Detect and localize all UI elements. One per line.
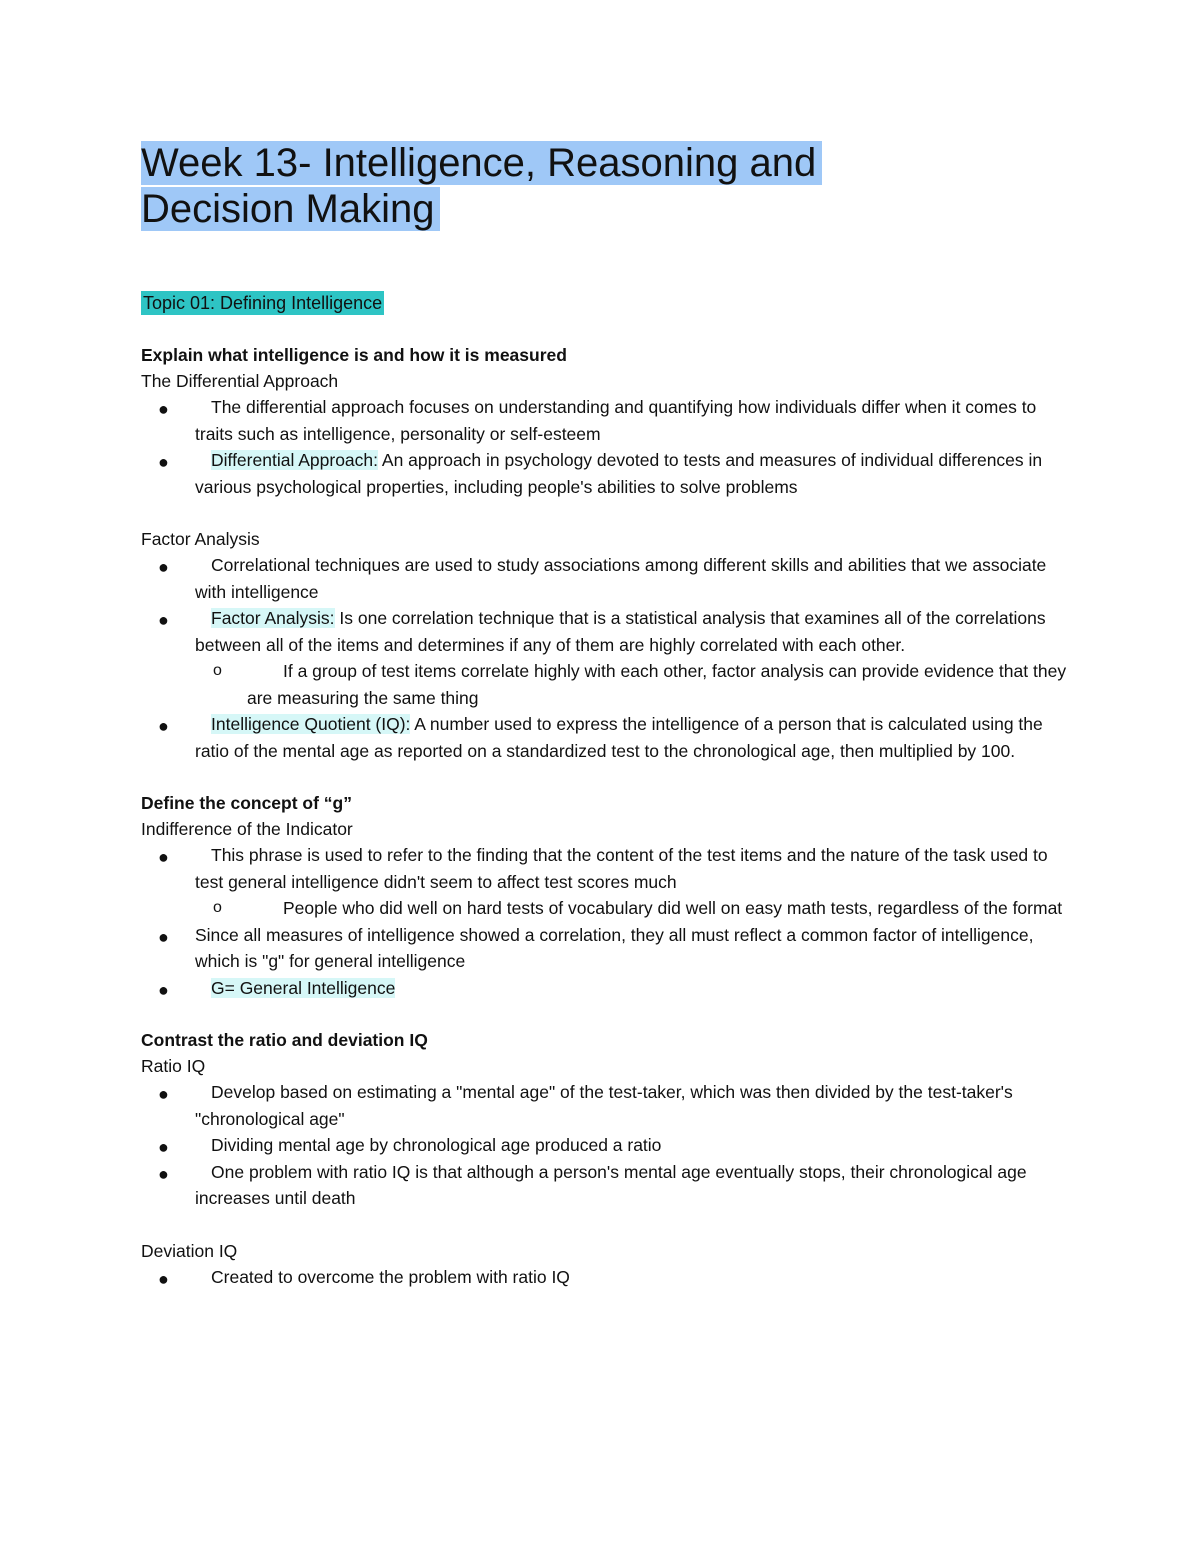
- sub-bullet-list: [195, 658, 1071, 711]
- term-highlight: G= General Intelligence: [211, 977, 396, 998]
- list-item: ● One problem with ratio IQ is that although a person's mental age eventually stops, their chronological age increases until death: [158, 1161, 1027, 1208]
- section-heading-ratio-deviation: Contrast the ratio and deviation IQ: [141, 1030, 428, 1050]
- list-item: ● Correlational techniques are used to study associations among different skills and abilities that we associate with intelligence: [158, 555, 1047, 602]
- bullet-icon: ●: [158, 979, 169, 1000]
- circle-bullet-icon: o: [213, 662, 222, 679]
- bullet-icon: ●: [158, 716, 169, 736]
- title-line-1: Week 13- Intelligence, Reasoning and: [141, 141, 822, 185]
- bullet-icon: ●: [158, 1084, 169, 1104]
- list-item: ● Intelligence Quotient (IQ): A number used to express the intelligence of a person that is calculated using the ratio of the mental age as reported on a standardized test to the chronological age, then multiplied by 100.: [158, 714, 1043, 761]
- term-highlight: Intelligence Quotient (IQ):: [211, 714, 411, 734]
- list-item: ● Develop based on estimating a "mental age" of the test-taker, which was then divided by the test-taker's "chronological age": [158, 1082, 1013, 1129]
- list-item: [141, 975, 1071, 1002]
- bullet-list: [141, 394, 1071, 500]
- bullet-list: [141, 1264, 1071, 1291]
- bullet-list: [141, 842, 1071, 1001]
- topic-heading: Topic 01: Defining Intelligence: [143, 293, 383, 313]
- title-line-2: Decision Making: [141, 187, 440, 231]
- bullet-icon: ●: [158, 1137, 169, 1157]
- bullet-icon: ●: [158, 926, 169, 947]
- bullet-icon: ●: [158, 452, 169, 472]
- document-content: [141, 140, 1071, 1290]
- section-heading-intelligence: Explain what intelligence is and how it is measured: [141, 345, 567, 365]
- term-highlight: Factor Analysis:: [211, 608, 335, 628]
- subheading-deviation-iq: Deviation IQ: [141, 1240, 238, 1261]
- list-item: ● Dividing mental age by chronological age produced a ratio: [141, 1132, 1071, 1159]
- section-heading-g: Define the concept of “g”: [141, 793, 352, 813]
- list-item: o If a group of test items correlate highly with each other, factor analysis can provide evidence that they are measuring the same thing: [195, 658, 1071, 711]
- bullet-icon: ●: [158, 610, 169, 630]
- subheading-ratio-iq: Ratio IQ: [141, 1056, 206, 1076]
- bullet-list: [141, 552, 1071, 764]
- term-highlight: Differential Approach:: [211, 450, 379, 470]
- bullet-icon: ●: [158, 557, 169, 577]
- subheading-indifference: Indifference of the Indicator: [141, 819, 353, 839]
- subheading-differential-approach: The Differential Approach: [141, 371, 339, 391]
- circle-bullet-icon: o: [213, 899, 222, 916]
- bullet-icon: ●: [158, 1163, 169, 1184]
- list-item: ● This phrase is used to refer to the finding that the content of the test items and the nature of the task used to test general intelligence didn't seem to affect test scores much o People who did well on hard tests of vocabulary did well on easy math tests, regardless of the format: [141, 842, 1071, 922]
- bullet-icon: ●: [158, 399, 169, 419]
- bullet-icon: ●: [158, 1268, 169, 1289]
- list-item: ● Factor Analysis: Is one correlation technique that is a statistical analysis that examines all of the correlations between all of the items and determines if any of them are highly correlated with each other. o If a group of test items correlate highly with each other, factor analysis can provide evidence that they are measuring the same thing: [141, 605, 1071, 711]
- list-item: ● Differential Approach: An approach in psychology devoted to tests and measures of individual differences in various psychological properties, including people's abilities to solve problems: [158, 450, 1043, 497]
- list-item: ● Created to overcome the problem with ratio IQ: [141, 1264, 1071, 1291]
- bullet-icon: ●: [158, 847, 169, 867]
- page-title: [141, 140, 1071, 232]
- list-item: o People who did well on hard tests of vocabulary did well on easy math tests, regardless of the format: [195, 895, 1071, 922]
- subheading-factor-analysis: Factor Analysis: [141, 529, 260, 549]
- sub-bullet-list: [195, 895, 1071, 922]
- list-item: ● Since all measures of intelligence showed a correlation, they all must reflect a common factor of intelligence, which is "g" for general intelligence: [158, 924, 1034, 971]
- list-item: ● The differential approach focuses on understanding and quantifying how individuals differ when it comes to traits such as intelligence, personality or self-esteem: [158, 397, 1037, 444]
- bullet-list: [141, 1079, 1071, 1212]
